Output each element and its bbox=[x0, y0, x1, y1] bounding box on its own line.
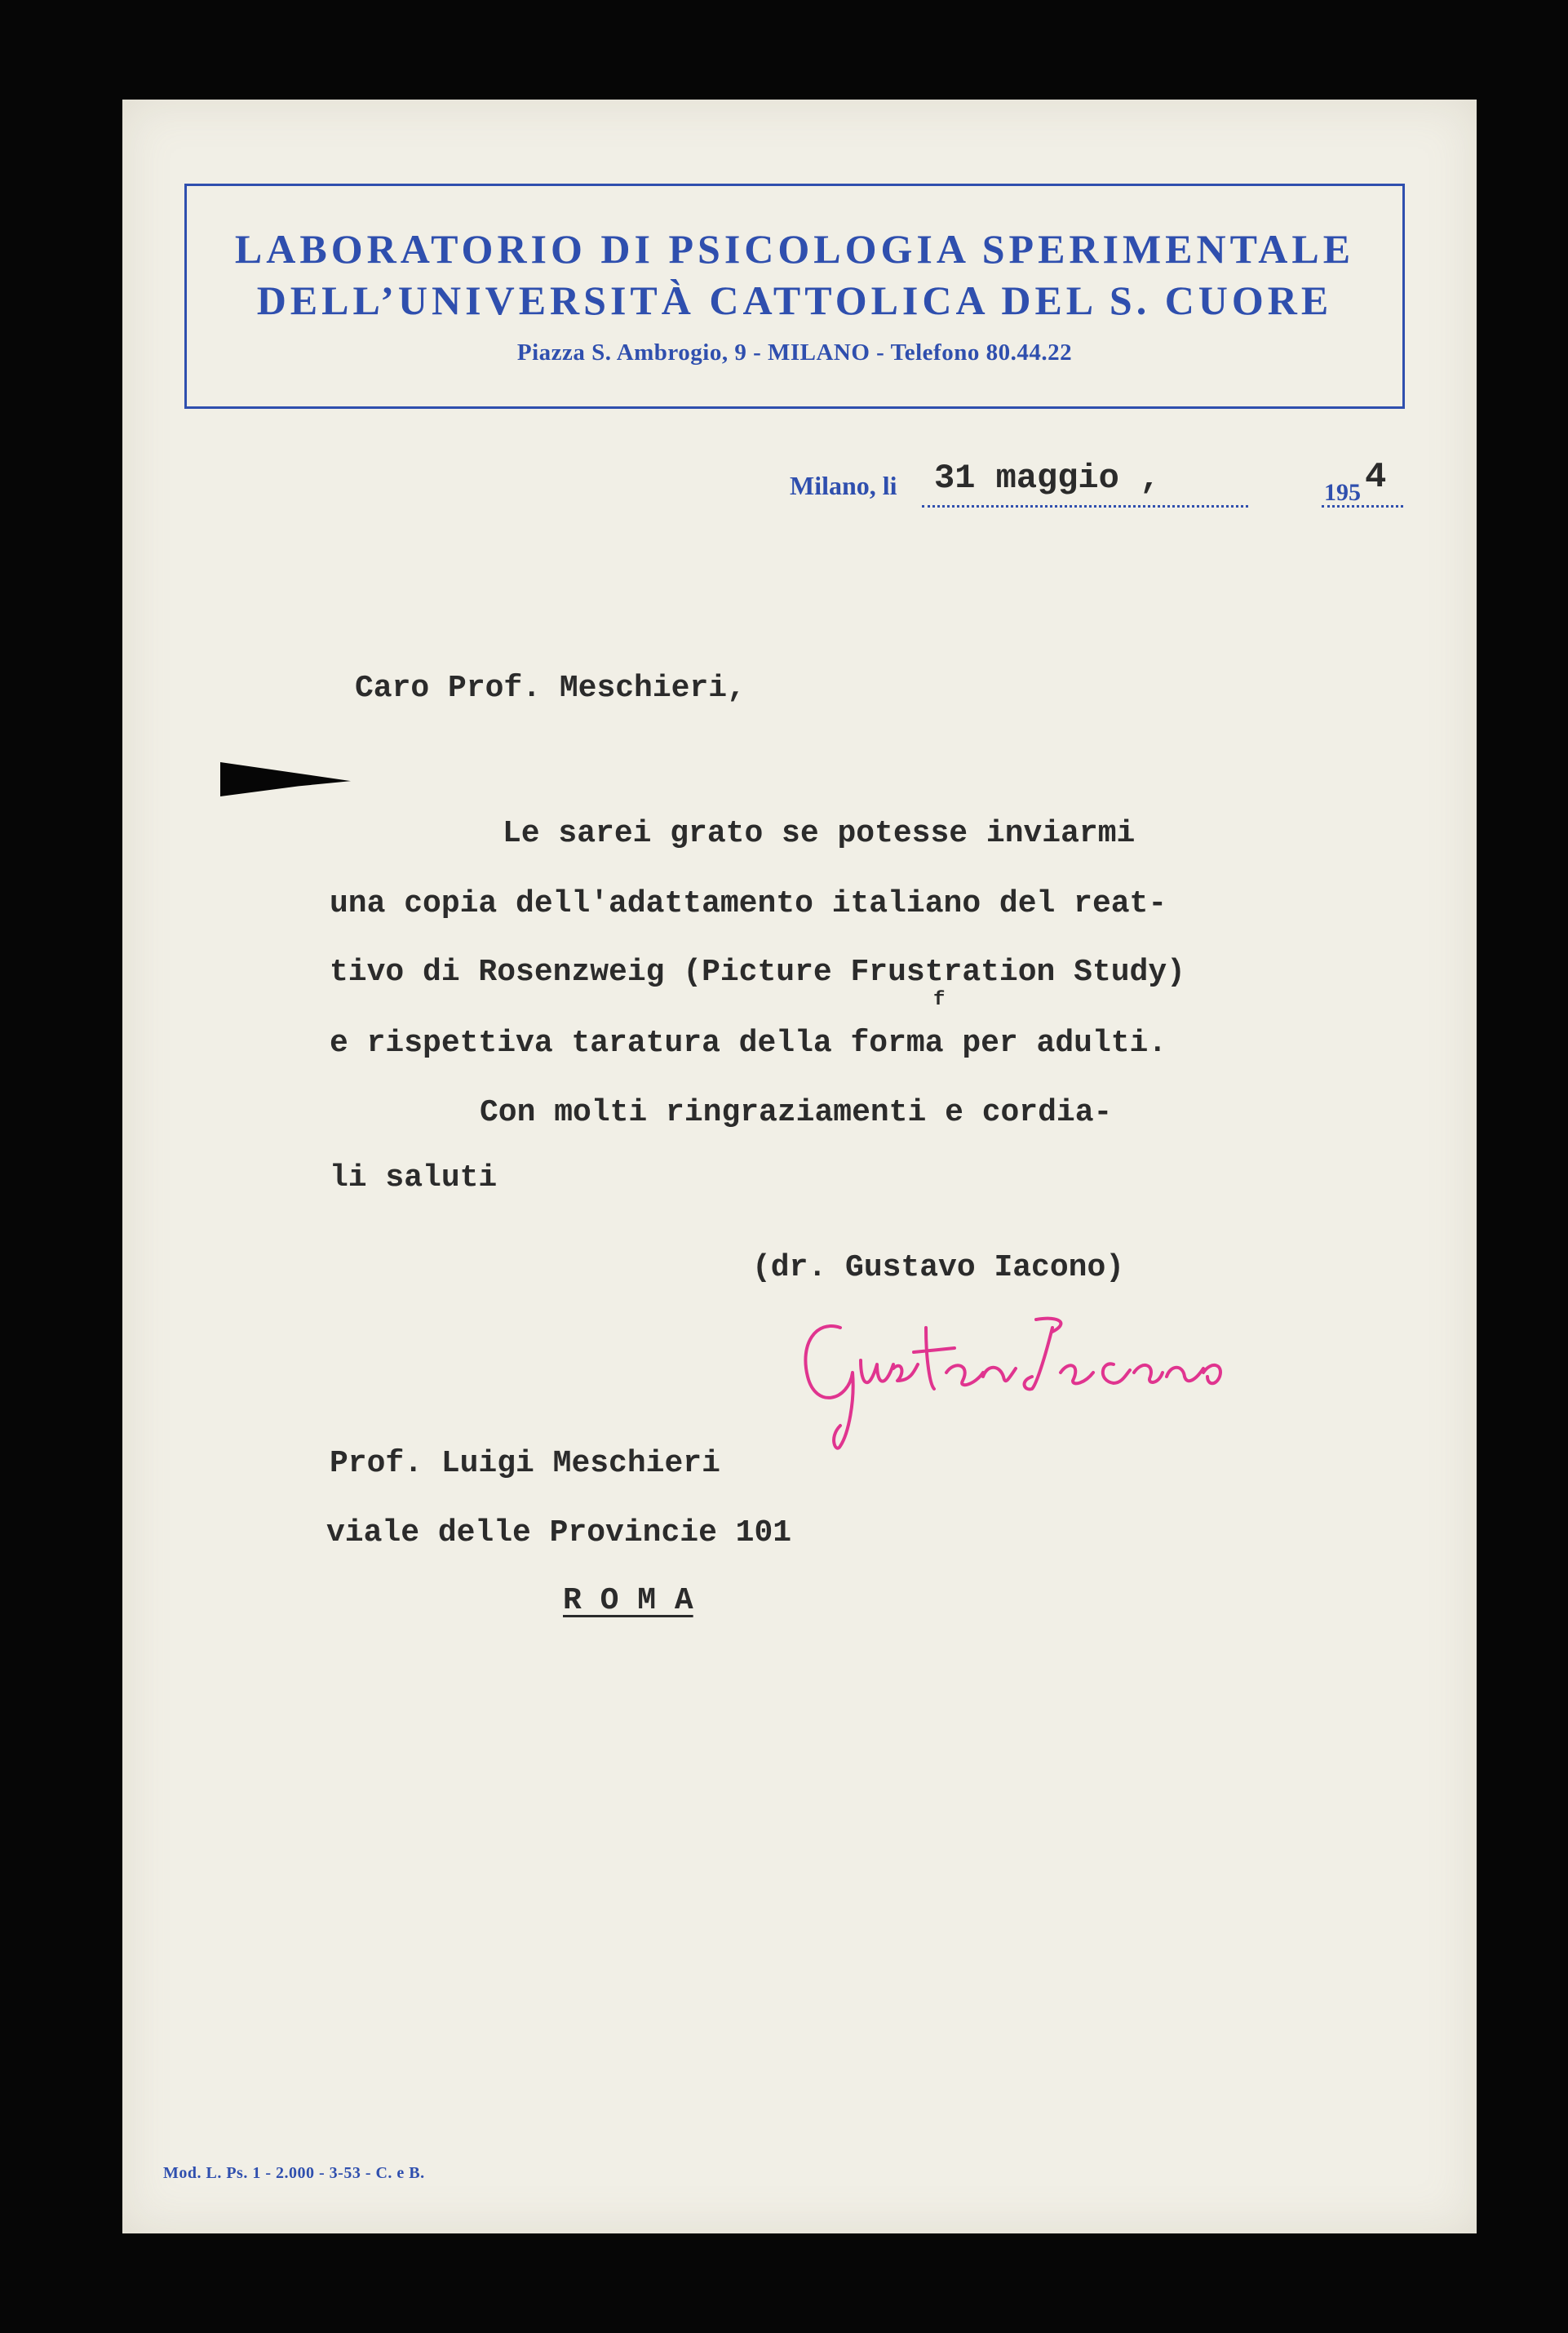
form-code: Mod. L. Ps. 1 - 2.000 - 3-53 - C. e B. bbox=[163, 2164, 425, 2182]
letterhead-title-line1: LABORATORIO DI PSICOLOGIA SPERIMENTALE bbox=[234, 226, 1355, 272]
handwritten-signature bbox=[791, 1295, 1248, 1458]
letterhead-box bbox=[184, 184, 1405, 409]
letterhead-address: Piazza S. Ambrogio, 9 - MILANO - Telefono 80.44.22 bbox=[516, 339, 1073, 366]
salutation: Caro Prof. Meschieri, bbox=[355, 671, 746, 706]
body-line-6: li saluti bbox=[330, 1160, 498, 1195]
letterhead-title-line2: DELL’UNIVERSITÀ CATTOLICA DEL S. CUORE bbox=[256, 277, 1333, 323]
recipient-name: Prof. Luigi Meschieri bbox=[330, 1446, 720, 1481]
typed-signature: (dr. Gustavo Iacono) bbox=[752, 1250, 1125, 1285]
year-dotted-line bbox=[1322, 505, 1403, 508]
recipient-city: R O M A bbox=[563, 1583, 693, 1618]
torn-edge bbox=[220, 762, 351, 796]
body-line-5: Con molti ringraziamenti e cordia- bbox=[480, 1095, 1113, 1130]
body-line-3: tivo di Rosenzweig (Picture Frustration Study) bbox=[330, 955, 1185, 990]
dateline-date: 31 maggio , bbox=[934, 459, 1161, 498]
correction-mark: f bbox=[933, 989, 946, 1011]
body-line-4: e rispettiva taratura della forma per adulti. bbox=[330, 1026, 1167, 1061]
date-dotted-line bbox=[922, 505, 1248, 508]
body-line-1: Le sarei grato se potesse inviarmi bbox=[503, 816, 1136, 851]
letter-sheet bbox=[122, 100, 1477, 2233]
dateline-year-digit: 4 bbox=[1365, 457, 1387, 498]
dateline-place: Milano, li bbox=[790, 471, 897, 500]
recipient-street: viale delle Provincie 101 bbox=[326, 1515, 792, 1550]
dateline-year-prefix: 195 bbox=[1324, 479, 1361, 506]
body-line-2: una copia dell'adattamento italiano del reat- bbox=[330, 886, 1167, 921]
